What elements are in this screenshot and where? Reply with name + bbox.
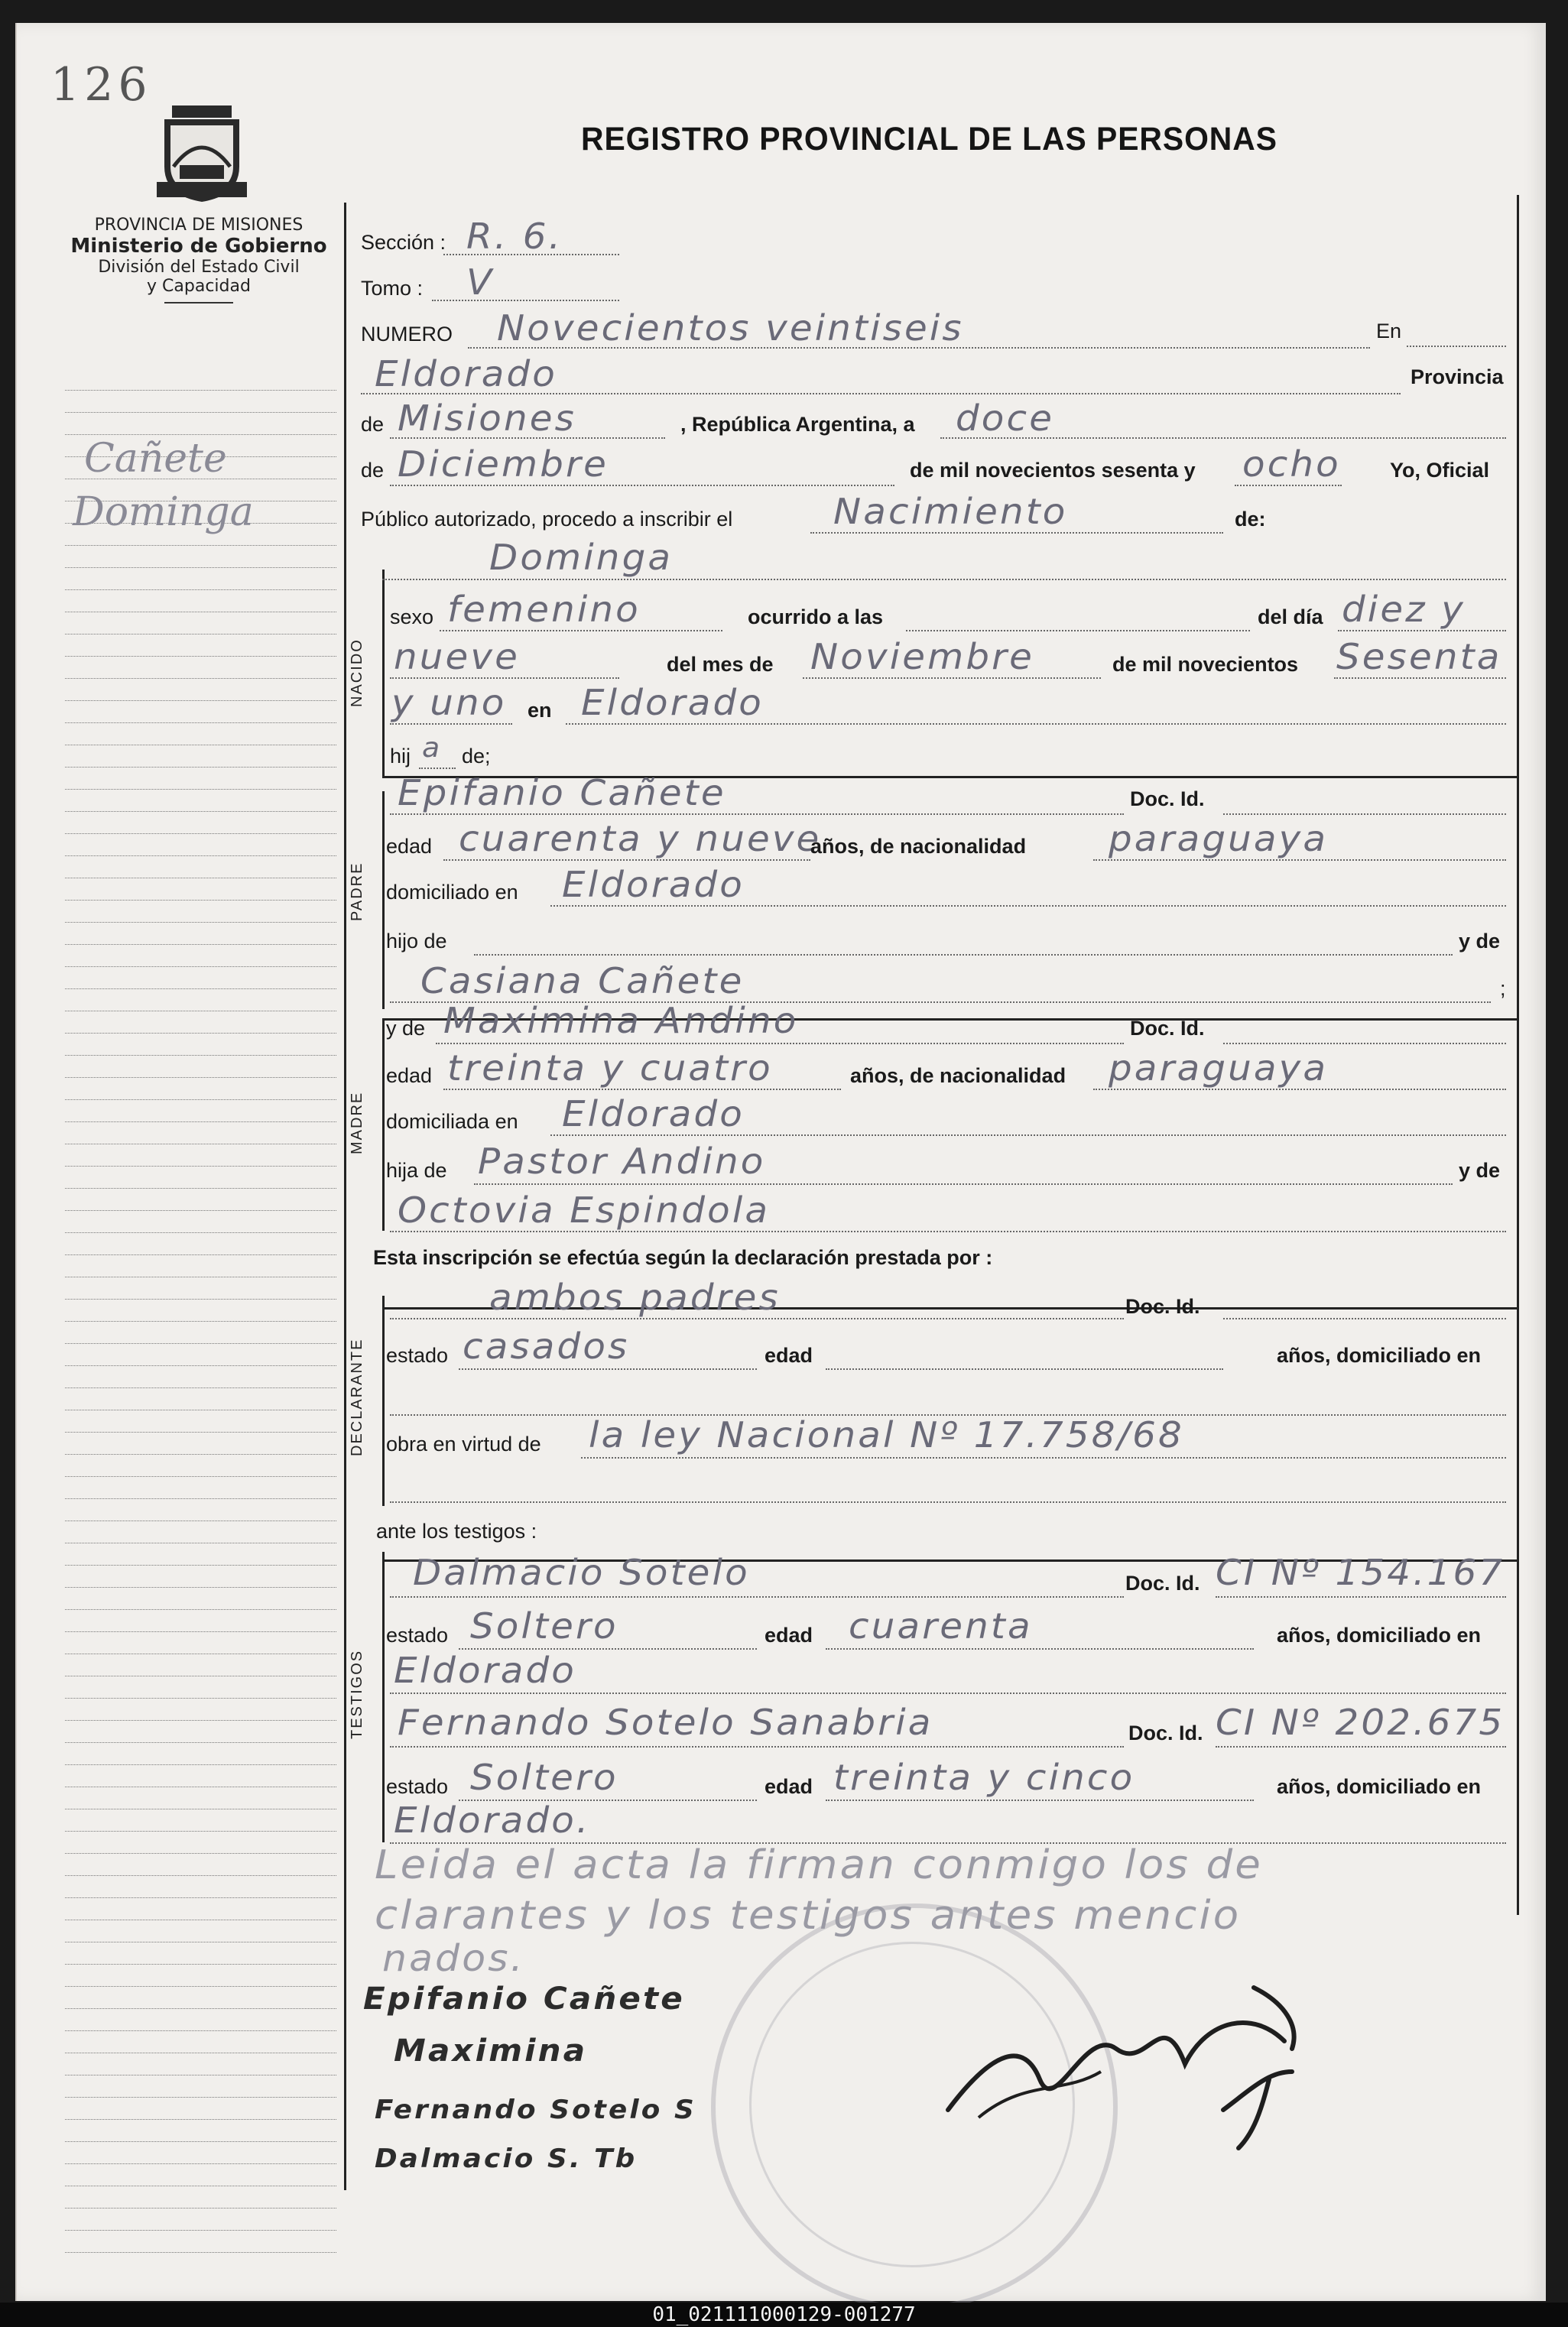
testigo1-edad-value: cuarenta — [849, 1605, 1033, 1647]
madre-y-de-label: y de — [386, 1017, 426, 1040]
margin-ruled-line — [65, 1831, 336, 1832]
padre-doc-line — [1223, 812, 1506, 815]
margin-ruled-line — [65, 2097, 336, 2098]
abuela-paterna-value: Casiana Cañete — [420, 960, 745, 1001]
madre-edad-label: edad — [386, 1064, 433, 1087]
hija-de-label: hija de — [386, 1159, 447, 1182]
margin-ruled-line — [65, 1188, 336, 1189]
testigo1-estado-label: estado — [386, 1624, 449, 1647]
margin-ruled-line — [65, 1609, 336, 1610]
margin-ruled-line — [65, 1631, 336, 1632]
de-semicolon-label: de; — [462, 745, 491, 768]
hora-line — [906, 628, 1250, 631]
en-line — [1407, 344, 1506, 347]
margin-ruled-line — [65, 1454, 336, 1455]
y-de-label: y de — [1459, 930, 1501, 953]
margin-ruled-line — [65, 2208, 336, 2209]
madre-domicilio-label: domiciliada en — [386, 1110, 518, 1133]
provincia-label: Provincia — [1411, 365, 1504, 388]
del-mes-label: del mes de — [667, 653, 774, 676]
testigo1-nombre-line — [390, 1595, 1124, 1598]
margin-ruled-line — [65, 944, 336, 945]
obra-line — [581, 1456, 1506, 1459]
abuelo-paterno-line — [474, 953, 1453, 956]
org-underline — [164, 302, 233, 303]
margin-ruled-line — [65, 434, 336, 435]
margin-ruled-line — [65, 1365, 336, 1366]
hij-value: a — [422, 732, 443, 764]
margin-ruled-line — [65, 1077, 336, 1078]
abuelo-materno-value: Pastor Andino — [478, 1141, 766, 1182]
testigo2-edad-label: edad — [765, 1775, 813, 1798]
closing-line-1: Leida el acta la firman conmigo los de — [375, 1842, 1264, 1888]
nombre-value: Dominga — [489, 537, 674, 578]
tomo-value: V — [466, 261, 495, 303]
seccion-value: R. 6. — [466, 216, 563, 257]
testigo2-edad-line — [826, 1798, 1254, 1801]
margin-ruled-line — [65, 922, 336, 923]
margin-ruled-line — [65, 1055, 336, 1056]
testigo2-nombre-value: Fernando Sotelo Sanabria — [398, 1702, 933, 1743]
margin-ruled-line — [65, 1321, 336, 1322]
declarante-edad-line — [826, 1367, 1223, 1370]
org-province: PROVINCIA DE MISIONES — [94, 216, 304, 235]
mil-nac-label: de mil novecientos — [1112, 653, 1299, 676]
declarante-estado-label: estado — [386, 1344, 449, 1367]
margin-ruled-line — [65, 1099, 336, 1100]
hij-label: hij — [390, 745, 411, 768]
publico-label: Público autorizado, procedo a inscribir el — [361, 508, 733, 531]
de-label-2: de — [361, 459, 385, 482]
padre-label: PADRE — [349, 862, 365, 921]
margin-ruled-line — [65, 1720, 336, 1721]
abuela-materna-value: Octovia Espindola — [398, 1189, 771, 1231]
margin-ruled-line — [65, 1875, 336, 1876]
provincial-crest-icon — [157, 105, 247, 205]
testigo1-doc-value: CI Nº 154.167 — [1216, 1552, 1505, 1593]
abuelo-materno-line — [474, 1182, 1453, 1185]
ocurrido-label: ocurrido a las — [748, 605, 884, 628]
testigo1-edad-label: edad — [765, 1624, 813, 1647]
hijo-de-label: hijo de — [386, 930, 447, 953]
declarante-estado-value: casados — [463, 1326, 630, 1367]
de-label: de — [361, 413, 385, 436]
margin-ruled-line — [65, 390, 336, 391]
mil-label: de mil novecientos sesenta y — [910, 459, 1196, 482]
margin-ruled-line — [65, 1764, 336, 1765]
margin-ruled-line — [65, 1343, 336, 1344]
margin-ruled-line — [65, 1121, 336, 1122]
closing-line-3: nados. — [382, 1937, 525, 1980]
declarante-bracket — [382, 1296, 385, 1506]
anio-nac-value: Sesenta — [1336, 636, 1502, 677]
margin-ruled-line — [65, 2230, 336, 2231]
margin-ruled-line — [65, 1964, 336, 1965]
dia-nac-value: diez y — [1342, 589, 1466, 630]
margin-ruled-line — [65, 1166, 336, 1167]
testigo2-doc-label: Doc. Id. — [1128, 1722, 1203, 1744]
testigo2-estado-value: Soltero — [470, 1757, 618, 1798]
madre-label: MADRE — [349, 1091, 365, 1154]
page-number: 126 — [50, 58, 152, 112]
testigo2-anios-label: años, domiciliado en — [1277, 1775, 1482, 1798]
padre-bracket — [382, 791, 385, 1009]
declarante-doc-line — [1223, 1316, 1506, 1319]
testigo2-estado-label: estado — [386, 1775, 449, 1798]
tomo-label: Tomo : — [361, 277, 424, 300]
signature-witness-1: Dalmacio S. Tb — [375, 2144, 638, 2174]
testigo1-estado-value: Soltero — [470, 1605, 618, 1647]
madre-bracket — [382, 1021, 385, 1231]
margin-ruled-line — [65, 789, 336, 790]
margin-ruled-line — [65, 678, 336, 679]
padre-domicilio-value: Eldorado — [562, 864, 745, 905]
acto-value: Nacimiento — [833, 491, 1068, 532]
margin-ruled-line — [65, 1897, 336, 1898]
testigo2-edad-value: treinta y cinco — [833, 1757, 1135, 1798]
declarante-anios-label: años, domiciliado en — [1277, 1344, 1482, 1367]
closing-line-2: clarantes y los testigos antes mencio — [375, 1893, 1242, 1939]
margin-ruled-line — [65, 1476, 336, 1477]
semicolon: ; — [1500, 977, 1506, 1000]
dia-value: doce — [956, 398, 1055, 439]
obra-label: obra en virtud de — [386, 1433, 541, 1456]
mes-nac-value: Noviembre — [810, 636, 1035, 677]
testigo2-nombre-line — [390, 1744, 1124, 1748]
testigo1-doc-label: Doc. Id. — [1125, 1572, 1200, 1595]
margin-ruled-line — [65, 2141, 336, 2142]
declarante-doc-label: Doc. Id. — [1125, 1295, 1200, 1318]
de-colon-label: de: — [1235, 508, 1266, 531]
margin-ruled-line — [65, 722, 336, 723]
en-label: En — [1376, 320, 1402, 342]
issuing-organization — [54, 216, 344, 303]
margin-ruled-line — [65, 1299, 336, 1300]
seccion-label: Sección : — [361, 231, 446, 254]
padre-domicilio-label: domiciliado en — [386, 881, 518, 904]
org-division: División del Estado Civil — [98, 258, 300, 277]
margin-surname: Cañete — [84, 436, 227, 482]
archive-reference-id: 01_021111000129-001277 — [652, 2303, 916, 2326]
margin-ruled-line — [65, 1853, 336, 1854]
obra-value: la ley Nacional Nº 17.758/68 — [589, 1414, 1184, 1456]
margin-ruled-line — [65, 2252, 336, 2253]
margin-ruled-line — [65, 1587, 336, 1588]
hij-line — [419, 766, 456, 769]
document-title: REGISTRO PROVINCIAL DE LAS PERSONAS — [581, 121, 1277, 157]
del-dia-label: del día — [1258, 605, 1323, 628]
margin-ruled-line — [65, 1498, 336, 1499]
margin-ruled-line — [65, 1742, 336, 1743]
en-nac-label: en — [528, 699, 552, 722]
margin-ruled-line — [65, 833, 336, 834]
sexo-value: femenino — [447, 589, 641, 630]
form-frame-left — [344, 203, 346, 2190]
madre-y-de2-label: y de — [1459, 1159, 1501, 1182]
declarante-label: DECLARANTE — [349, 1338, 365, 1456]
testigos-bracket — [382, 1552, 385, 1842]
padre-nac-value: paraguaya — [1109, 818, 1329, 859]
archive-reference-bar — [0, 2303, 1568, 2327]
madre-anios-label: años, de nacionalidad — [850, 1064, 1066, 1087]
org-capacity: y Capacidad — [147, 277, 251, 296]
margin-given-name: Dominga — [73, 489, 254, 535]
nacido-bracket — [382, 570, 385, 776]
madre-doc-line — [1223, 1041, 1506, 1044]
mes-value: Diciembre — [398, 443, 609, 485]
margin-ruled-line — [65, 988, 336, 989]
anio-nac-value-2: y uno — [391, 682, 507, 723]
yo-oficial-label: Yo, Oficial — [1390, 459, 1490, 482]
numero-value: Novecientos veintiseis — [497, 307, 964, 349]
margin-ruled-line — [65, 1565, 336, 1566]
declarante-edad-label: edad — [765, 1344, 813, 1367]
obra-line-2 — [390, 1500, 1506, 1503]
official-signature-mark — [933, 1957, 1330, 2156]
anio-value: ocho — [1242, 443, 1341, 485]
lugar-value: Eldorado — [375, 353, 558, 394]
testigo1-doc-line — [1216, 1595, 1506, 1598]
margin-ruled-line — [65, 855, 336, 856]
numero-label: NUMERO — [361, 323, 453, 346]
padre-anios-label: años, de nacionalidad — [810, 835, 1027, 858]
madre-domicilio-value: Eldorado — [562, 1093, 745, 1134]
testigo1-nombre-value: Dalmacio Sotelo — [413, 1552, 750, 1593]
nacido-label: NACIDO — [349, 638, 365, 707]
declaracion-label: Esta inscripción se efectúa según la declaración prestada por : — [373, 1246, 993, 1269]
signature-declarant-father: Epifanio Cañete — [363, 1981, 685, 2017]
testigo1-anios-label: años, domiciliado en — [1277, 1624, 1482, 1647]
sexo-label: sexo — [390, 605, 434, 628]
declarante-nombre-value: ambos padres — [489, 1277, 781, 1318]
lugar-nac-value: Eldorado — [581, 682, 765, 723]
margin-ruled-line — [65, 2008, 336, 2009]
margin-ruled-line — [65, 900, 336, 901]
margin-ruled-line — [65, 2030, 336, 2031]
padre-nombre-value: Epifanio Cañete — [398, 772, 726, 813]
tomo-line — [432, 298, 619, 301]
margin-ruled-line — [65, 1432, 336, 1433]
testigo1-domicilio-line — [390, 1691, 1506, 1694]
margin-ruled-line — [65, 1986, 336, 1987]
provincia-value: Misiones — [398, 398, 576, 439]
testigo2-doc-line — [1216, 1744, 1506, 1748]
form-frame-right — [1517, 195, 1519, 1915]
testigo2-domicilio-value: Eldorado. — [394, 1800, 591, 1841]
margin-ruled-line — [65, 589, 336, 590]
margin-ruled-line — [65, 767, 336, 768]
padre-edad-label: edad — [386, 835, 433, 858]
margin-ruled-line — [65, 966, 336, 967]
margin-ruled-line — [65, 1210, 336, 1211]
signature-declarant-mother: Maximina — [394, 2033, 588, 2069]
margin-ruled-line — [65, 567, 336, 568]
madre-nombre-line — [436, 1041, 1124, 1044]
margin-ruled-line — [65, 412, 336, 413]
margin-ruled-line — [65, 2163, 336, 2164]
margin-ruled-line — [65, 1387, 336, 1388]
margin-ruled-line — [65, 1033, 336, 1034]
org-ministry: Ministerio de Gobierno — [70, 235, 327, 258]
declarante-estado-line — [459, 1367, 757, 1370]
testigo2-doc-value: CI Nº 202.675 — [1216, 1702, 1505, 1743]
dia-nac-value-2: nueve — [394, 636, 520, 677]
madre-nac-value: paraguaya — [1109, 1047, 1329, 1089]
testigo1-domicilio-value: Eldorado — [394, 1650, 577, 1691]
madre-doc-label: Doc. Id. — [1130, 1017, 1205, 1040]
ante-testigos-label: ante los testigos : — [376, 1520, 537, 1543]
margin-ruled-line — [65, 1698, 336, 1699]
signature-witness-2: Fernando Sotelo S — [375, 2095, 696, 2125]
margin-ruled-line — [65, 1232, 336, 1233]
republica-label: , República Argentina, a — [680, 413, 915, 436]
margin-ruled-line — [65, 656, 336, 657]
madre-edad-value: treinta y cuatro — [447, 1047, 773, 1089]
padre-edad-value: cuarenta y nueve — [459, 818, 822, 859]
testigos-label: TESTIGOS — [349, 1649, 365, 1739]
margin-ruled-line — [65, 811, 336, 812]
margin-ruled-line — [65, 545, 336, 546]
margin-ruled-line — [65, 1254, 336, 1255]
testigo1-edad-line — [826, 1647, 1254, 1650]
madre-nombre-value: Maximina Andino — [443, 1000, 799, 1041]
padre-doc-label: Doc. Id. — [1130, 787, 1205, 810]
margin-ruled-line — [65, 700, 336, 701]
margin-ruled-line — [65, 2119, 336, 2120]
